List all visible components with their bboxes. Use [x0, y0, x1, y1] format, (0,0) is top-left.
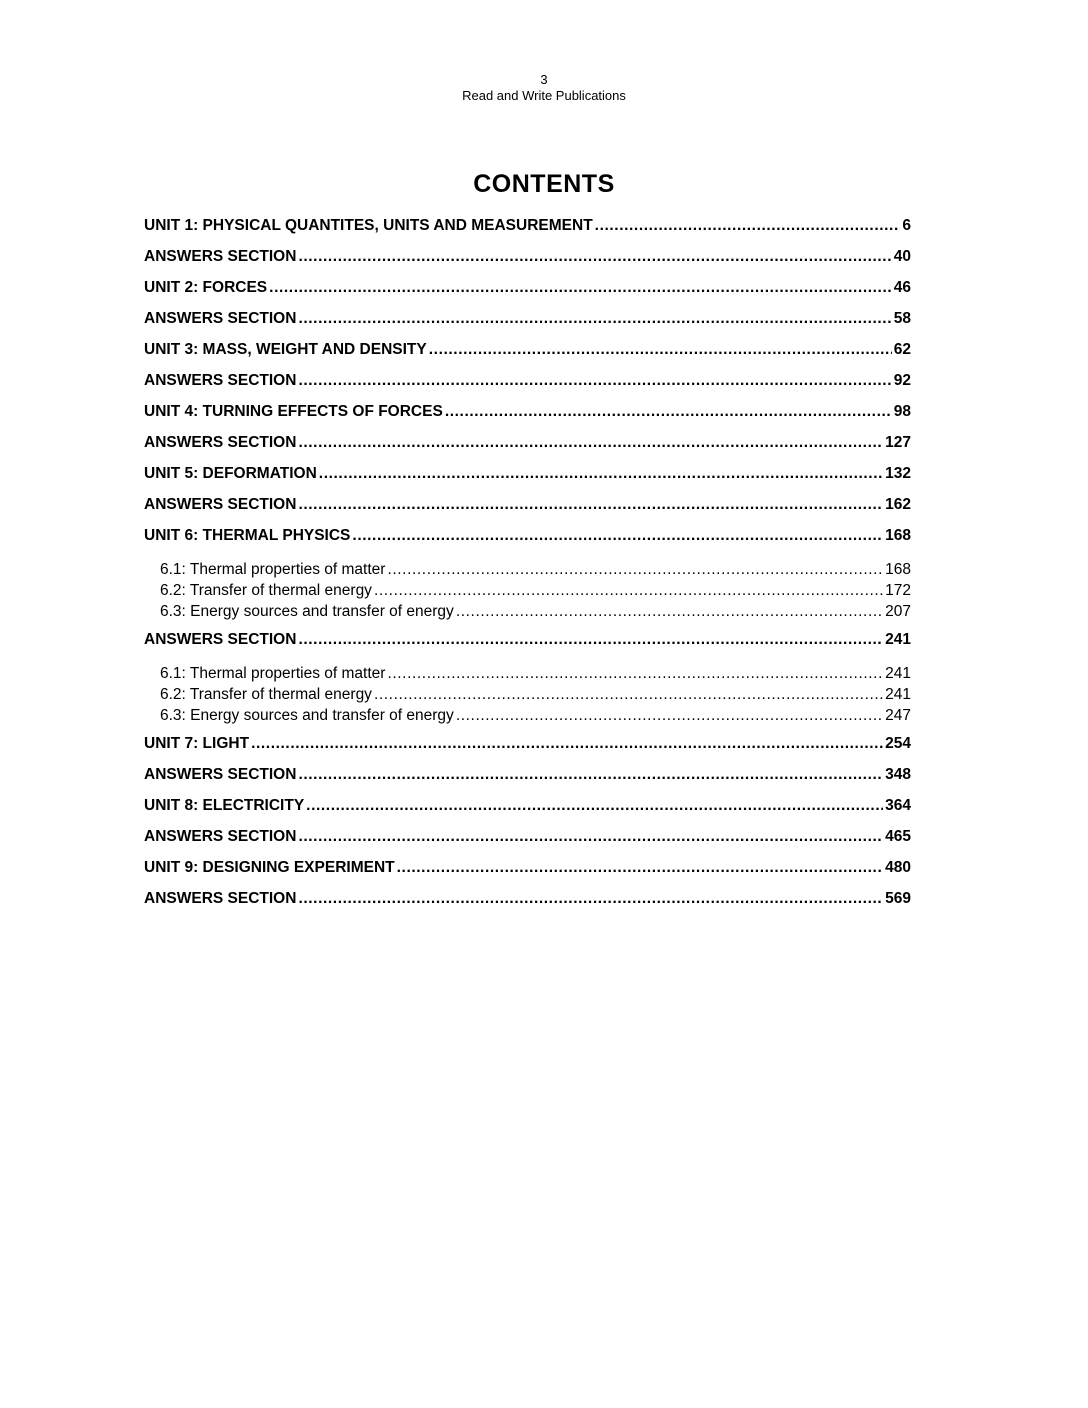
toc-entry-label: 6.3: Energy sources and transfer of energy: [160, 707, 454, 724]
toc-entry-page: 569: [885, 890, 911, 907]
page-header: [0, 72, 1088, 104]
toc-entry-label: UNIT 8: ELECTRICITY: [144, 797, 305, 814]
toc-leader-dots: [319, 464, 883, 484]
toc-entry-label: ANSWERS SECTION: [144, 310, 297, 327]
toc-entry-page: 162: [885, 496, 911, 513]
toc-entry-label: UNIT 4: TURNING EFFECTS OF FORCES: [144, 403, 443, 420]
toc-entry-page: 168: [885, 561, 911, 578]
toc-leader-dots: [456, 602, 883, 622]
toc-subentry[interactable]: [144, 706, 911, 734]
toc-entry-page: 241: [885, 631, 911, 648]
toc-entry-label: UNIT 6: THERMAL PHYSICS: [144, 527, 351, 544]
toc-entry[interactable]: [144, 309, 911, 340]
toc-entry-label: 6.2: Transfer of thermal energy: [160, 582, 372, 599]
toc-entry-page: 254: [885, 735, 911, 752]
toc-leader-dots: [298, 827, 883, 847]
toc-entry[interactable]: [144, 630, 911, 661]
toc-entry-page: 348: [885, 766, 911, 783]
toc-entry[interactable]: [144, 216, 911, 247]
toc-entry-page: 98: [893, 403, 911, 420]
toc-leader-dots: [269, 278, 892, 298]
toc-entry[interactable]: [144, 464, 911, 495]
toc-entry-label: 6.2: Transfer of thermal energy: [160, 686, 372, 703]
toc-subentry[interactable]: [144, 602, 911, 630]
toc-leader-dots: [298, 371, 891, 391]
toc-entry-label: UNIT 9: DESIGNING EXPERIMENT: [144, 859, 395, 876]
toc-entry-page: 62: [893, 341, 911, 358]
toc-entry-label: UNIT 7: LIGHT: [144, 735, 250, 752]
toc-entry-label: ANSWERS SECTION: [144, 372, 297, 389]
toc-entry-page: 207: [885, 603, 911, 620]
toc-entry[interactable]: [144, 734, 911, 765]
toc-entry-page: 465: [885, 828, 911, 845]
table-of-contents: [144, 216, 911, 920]
toc-leader-dots: [595, 216, 901, 236]
toc-entry-page: 40: [893, 248, 911, 265]
toc-subentry[interactable]: [144, 581, 911, 602]
toc-entry-page: 241: [885, 665, 911, 682]
toc-entry[interactable]: [144, 526, 911, 557]
toc-entry[interactable]: [144, 858, 911, 889]
toc-leader-dots: [456, 706, 883, 726]
toc-entry[interactable]: [144, 495, 911, 526]
toc-entry-page: 46: [893, 279, 911, 296]
toc-entry-page: 172: [885, 582, 911, 599]
toc-leader-dots: [298, 889, 883, 909]
toc-entry[interactable]: [144, 402, 911, 433]
toc-leader-dots: [251, 734, 883, 754]
toc-leader-dots: [374, 581, 883, 601]
toc-entry-label: UNIT 3: MASS, WEIGHT AND DENSITY: [144, 341, 427, 358]
page-number: 3: [540, 72, 548, 87]
toc-entry[interactable]: [144, 765, 911, 796]
toc-entry-label: 6.1: Thermal properties of matter: [160, 561, 386, 578]
toc-entry[interactable]: [144, 827, 911, 858]
toc-entry-page: 247: [885, 707, 911, 724]
toc-entry[interactable]: [144, 247, 911, 278]
toc-leader-dots: [298, 765, 883, 785]
toc-entry-label: 6.3: Energy sources and transfer of energy: [160, 603, 454, 620]
toc-entry-page: 127: [885, 434, 911, 451]
toc-subentry[interactable]: [144, 560, 911, 581]
toc-entry-page: 480: [885, 859, 911, 876]
page-title: CONTENTS: [473, 170, 615, 198]
toc-entry-label: ANSWERS SECTION: [144, 766, 297, 783]
toc-leader-dots: [445, 402, 892, 422]
toc-entry-page: 132: [885, 465, 911, 482]
toc-leader-dots: [298, 630, 883, 650]
toc-entry-label: ANSWERS SECTION: [144, 434, 297, 451]
toc-entry-label: UNIT 2: FORCES: [144, 279, 268, 296]
publisher-name: Read and Write Publications: [462, 88, 626, 103]
toc-entry[interactable]: [144, 371, 911, 402]
toc-leader-dots: [298, 433, 883, 453]
toc-entry[interactable]: [144, 796, 911, 827]
toc-entry-label: UNIT 5: DEFORMATION: [144, 465, 317, 482]
toc-entry-label: ANSWERS SECTION: [144, 248, 297, 265]
toc-entry-label: ANSWERS SECTION: [144, 890, 297, 907]
toc-leader-dots: [374, 685, 883, 705]
toc-leader-dots: [397, 858, 884, 878]
toc-entry[interactable]: [144, 340, 911, 371]
toc-leader-dots: [298, 495, 883, 515]
toc-entry[interactable]: [144, 889, 911, 920]
toc-entry-label: UNIT 1: PHYSICAL QUANTITES, UNITS AND MEASUREMENT: [144, 217, 593, 234]
toc-leader-dots: [298, 247, 891, 267]
toc-entry-page: 92: [893, 372, 911, 389]
toc-entry-page: 241: [885, 686, 911, 703]
toc-entry[interactable]: [144, 433, 911, 464]
toc-entry-page: 364: [885, 797, 911, 814]
toc-entry-page: 6: [902, 217, 911, 234]
toc-entry-label: 6.1: Thermal properties of matter: [160, 665, 386, 682]
toc-subentry[interactable]: [144, 685, 911, 706]
toc-entry-page: 58: [893, 310, 911, 327]
toc-subentry[interactable]: [144, 664, 911, 685]
toc-entry-page: 168: [885, 527, 911, 544]
toc-leader-dots: [429, 340, 892, 360]
toc-leader-dots: [352, 526, 883, 546]
toc-entry[interactable]: [144, 278, 911, 309]
toc-leader-dots: [306, 796, 883, 816]
toc-entry-label: ANSWERS SECTION: [144, 828, 297, 845]
toc-leader-dots: [387, 560, 883, 580]
toc-leader-dots: [387, 664, 883, 684]
toc-leader-dots: [298, 309, 891, 329]
toc-entry-label: ANSWERS SECTION: [144, 496, 297, 513]
toc-entry-label: ANSWERS SECTION: [144, 631, 297, 648]
